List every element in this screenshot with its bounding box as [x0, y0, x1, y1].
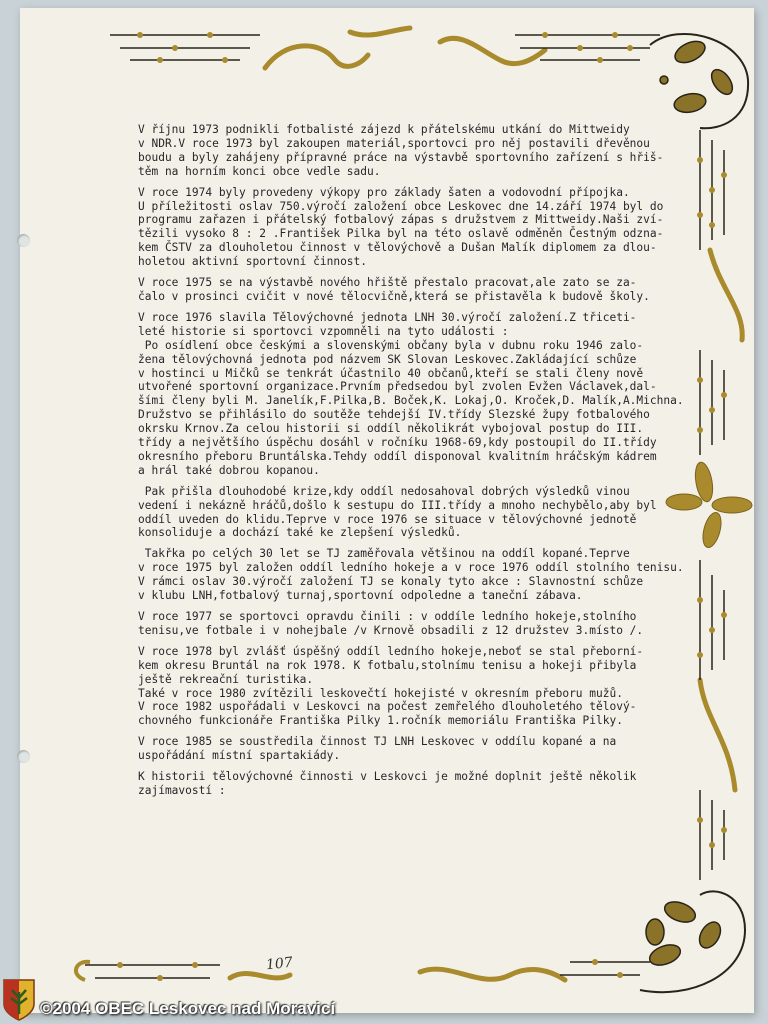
paragraph-zajimavosti: K historii tělovýchovné činnosti v Leskovci je možné doplnit ještě několik zajímavostí : [138, 770, 637, 797]
paragraph-1978-1982: V roce 1978 byl zvlášť úspěšný oddíl ledního hokeje,neboť se stal přeborní- kem okresu Bruntál na rok 1978. K fotbalu,stolnímu tenisu a hokeji přibyla ještě rekreační turistika. Také v roce 1980 zvítězili leskovečtí hokejisté v okresním přeboru mužů. V roce 1982 uspořádali v Leskovci na počest zemřelého dlouholetého tělový- chovného funkcionáře Františka Pilky 1.ročník memoriálu Františka Pilky. [138, 644, 644, 728]
paragraph-1977: V roce 1977 se sportovci opravdu činili : v oddíle ledního hokeje,stolního tenisu,ve fotbale i v nohejbale /v Krnově obsadili z 12 družstev 3.místo /. [138, 610, 644, 637]
page-number: 107 [265, 954, 294, 974]
paragraph-1975: V roce 1975 se na výstavbě nového hřiště přestalo pracovat,ale zato se za- čalo v prosinci cvičit v nové tělocvičně,která se přistavěla k budově školy. [138, 276, 650, 303]
copyright-text: ©2004 OBEC Leskovec nad Moravicí [40, 999, 336, 1018]
paragraph-1985: V roce 1985 se soustředila činnost TJ LNH Leskovec v oddílu kopané a na uspořádání místní spartakiády. [138, 735, 617, 763]
typewritten-text [138, 123, 684, 805]
paragraph-30-let: Takřka po celých 30 let se TJ zaměřovala většinou na oddíl kopané.Teprve v roce 1975 byl založen oddíl ledního hokeje a v roce 1976 oddíl stolního tenisu. V rámci oslav 30.výročí založení TJ se konaly tyto akce : Slavnostní schůze v klubu LNH,fotbalový turnaj,sportovní odpoledne a taneční zábava. [138, 547, 684, 603]
paragraph-1973: V říjnu 1973 podnikli fotbalisté zájezd k přátelskému utkání do Mittweidy v NDR.V roce 1973 byl zakoupen materiál,sportovci pro něj postavili dřevěnou boudu a byly zahájeny přípravné práce na výstavbě sportovního zařízení s hřiš- těm na horním konci obce vedle sadu. [138, 123, 664, 178]
village-coat-of-arms-icon [2, 978, 36, 1022]
paragraph-krize: Pak přišla dlouhodobé krize,kdy oddíl nedosahoval dobrých výsledků vinou vedení i nekázně hráčů,došlo k sestupu do III.třídy a mnoho nechybělo,aby byl oddíl uveden do klidu.Teprve v roce 1976 se situace v tělovýchovné jednotě konsoliduje a dochází také ke zlepšení výsledků. [138, 484, 657, 540]
footer [0, 996, 768, 1024]
paragraph-1974: V roce 1974 byly provedeny výkopy pro základy šaten a vodovodní přípojka. U příležitosti oslav 750.výročí založení obce Leskovec dne 14.září 1974 byl do programu zařazen i přátelský fotbalový zápas s družstvem z Mittweidy.Naši zví- tězili vysoko 8 : 2 .František Pilka byl na této oslavě odměněn Čestným odzna- kem ČSTV za dlouholetou činnost v tělovýchově a Dušan Malík diplomem za dlou- holetou aktivní sportovní činnost. [138, 185, 664, 269]
paragraph-1976: V roce 1976 slavila Tělovýchovné jednota LNH 30.výročí založení.Z třiceti- leté historie si sportovci vzpomněli na tyto události : Po osídlení obce českými a slovenskými občany byla v dubnu roku 1946 zalo- žena tělovýchovná jednota pod názvem SK Slovan Leskovec.Zakládající schůze v hostinci u Mičků se tenkrát účastnilo 40 občanů,kteří se stali členy nově utvořené sportovní organizace.Prvním předsedou byl zvolen Evžen Václavek,dal- šími členy byli M. Janelík,F.Pilka,B. Boček,K. Lokaj,O. Kroček,D. Malík,A.Michna. Družstvo se přihlásilo do soutěže tehdejší IV.třídy Slezské župy fotbalového okrsku Krnov.Za celou historii si oddíl několikrát vybojoval postup do III. třídy a největšího úspěchu dosáhl v ročníku 1968-69,kdy postoupil do II.třídy okresního přeboru Bruntálska.Tehdy oddíl disponoval kvalitním hráčským kádrem a hrál také dobrou kopanou. [138, 310, 684, 477]
